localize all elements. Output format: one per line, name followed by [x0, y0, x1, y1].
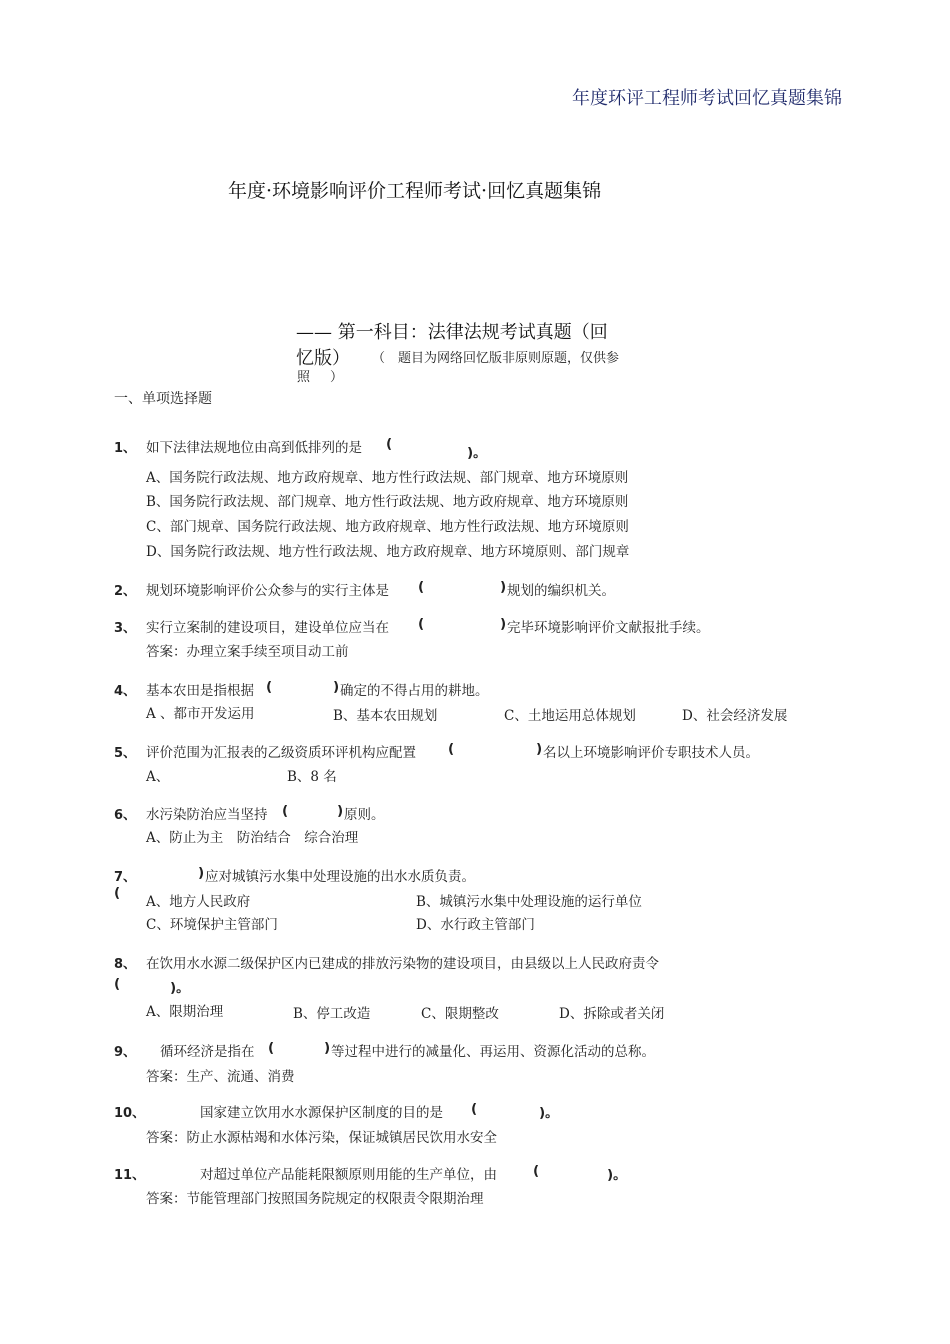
- option-b: B、基本农田规划: [333, 708, 438, 724]
- question-number: 6、: [114, 808, 137, 823]
- question-text-tail: 原则。: [344, 807, 385, 823]
- question-number: 2、: [114, 584, 137, 599]
- subject-note-open: （: [372, 351, 386, 366]
- question-number: 9、: [114, 1045, 137, 1060]
- answer-blank-close: ): [337, 803, 344, 819]
- question-text: 如下法律法规地位由高到低排列的是: [146, 440, 362, 456]
- subject-title-line2: 忆版）: [296, 348, 350, 369]
- option-b: B、城镇污水集中处理设施的运行单位: [416, 894, 642, 910]
- answer-blank-close: )。: [170, 980, 190, 996]
- question-text: 应对城镇污水集中处理设施的出水水质负责。: [205, 869, 475, 885]
- answer-blank-open: (: [418, 616, 425, 632]
- option-d: D、国务院行政法规、地方性行政法规、地方政府规章、地方环境原则、部门规章: [146, 544, 630, 560]
- question-text-tail: 名以上环境影响评价专职技术人员。: [543, 745, 759, 761]
- answer-blank-open: (: [418, 579, 425, 595]
- section-heading: 一、单项选择题: [114, 391, 212, 407]
- answer-blank-open: (: [533, 1163, 540, 1179]
- option-c: C、环境保护主管部门: [146, 917, 278, 933]
- answer-blank-close: )。: [467, 445, 487, 461]
- option-c: C、部门规章、国务院行政法规、地方政府规章、地方性行政法规、地方环境原则: [146, 519, 629, 535]
- subject-note-text: 题目为网络回忆版非原则原题，仅供参: [398, 351, 620, 366]
- question-number: 10、: [114, 1106, 146, 1121]
- question-number: 4、: [114, 684, 137, 699]
- question-number: 8、: [114, 957, 137, 972]
- option-a: A、地方人民政府: [146, 894, 251, 910]
- question-number: 3、: [114, 621, 137, 636]
- question-text: 对超过单位产品能耗限额原则用能的生产单位，由: [200, 1167, 497, 1183]
- option-d: D、社会经济发展: [682, 708, 788, 724]
- subject-note-end: 照: [297, 370, 311, 385]
- answer-blank-close: ): [324, 1040, 331, 1056]
- question-text: 规划环境影响评价公众参与的实行主体是: [146, 583, 389, 599]
- option-d: D、水行政主管部门: [416, 917, 535, 933]
- answer-text: 答案：生产、流通、消费: [146, 1069, 295, 1085]
- option-a: A、国务院行政法规、地方政府规章、地方性行政法规、部门规章、地方环境原则: [146, 470, 629, 486]
- option-a: A、限期治理: [146, 1004, 224, 1020]
- question-text-tail: 完毕环境影响评价文献报批手续。: [507, 620, 710, 636]
- question-number: 11、: [114, 1168, 146, 1183]
- option-b: B、国务院行政法规、部门规章、地方性行政法规、地方政府规章、地方环境原则: [146, 494, 629, 510]
- answer-text: 答案：节能管理部门按照国务院规定的权限责令限期治理: [146, 1191, 484, 1207]
- option-a: A、: [146, 769, 170, 785]
- question-text-tail: 等过程中进行的减量化、再运用、资源化活动的总称。: [331, 1044, 655, 1060]
- answer-blank-open: (: [282, 803, 289, 819]
- question-text: 实行立案制的建设项目，建设单位应当在: [146, 620, 389, 636]
- answer-blank-close: )。: [539, 1105, 559, 1121]
- option-c: C、土地运用总体规划: [504, 708, 636, 724]
- answer-blank-close: ): [536, 741, 543, 757]
- option-a: A、防止为主 防治结合 综合治理: [146, 830, 359, 846]
- document-title: 年度·环境影响评价工程师考试·回忆真题集锦: [228, 180, 602, 202]
- answer-blank-close: ): [500, 579, 507, 595]
- subject-note-close: ）: [330, 370, 344, 385]
- question-text-tail: 规划的编织机关。: [507, 583, 615, 599]
- question-text: 基本农田是指根据: [146, 683, 254, 699]
- answer-blank-open: (: [268, 1040, 275, 1056]
- question-number: 1、: [114, 441, 137, 456]
- question-text: 在饮用水水源二级保护区内已建成的排放污染物的建设项目，由县级以上人民政府责令: [146, 956, 659, 972]
- answer-blank-open: (: [386, 436, 393, 452]
- answer-blank-open: (: [114, 976, 121, 992]
- option-b: B、停工改造: [293, 1006, 371, 1022]
- answer-blank-open: (: [448, 741, 455, 757]
- question-text: 循环经济是指在: [160, 1044, 255, 1060]
- answer-blank-close: ): [198, 865, 205, 881]
- question-text: 国家建立饮用水水源保护区制度的目的是: [200, 1105, 443, 1121]
- subject-title-line1: —— 第一科目：法律法规考试真题（回: [296, 322, 608, 343]
- option-a: A 、都市开发运用: [146, 706, 255, 722]
- answer-blank-open: (: [471, 1101, 478, 1117]
- answer-blank-open: (: [266, 679, 273, 695]
- question-text-tail: 确定的不得占用的耕地。: [340, 683, 489, 699]
- answer-text: 答案：办理立案手续至项目动工前: [146, 644, 349, 660]
- question-text: 水污染防治应当坚持: [146, 807, 268, 823]
- answer-blank-close: ): [500, 616, 507, 632]
- answer-text: 答案：防止水源枯竭和水体污染，保证城镇居民饮用水安全: [146, 1130, 497, 1146]
- answer-blank-close: ): [333, 679, 340, 695]
- option-d: D、拆除或者关闭: [559, 1006, 665, 1022]
- question-number: 5、: [114, 746, 137, 761]
- answer-blank-open: (: [114, 885, 121, 901]
- question-number: 7、: [114, 870, 137, 885]
- option-b: B、8 名: [287, 769, 337, 785]
- option-c: C、限期整改: [421, 1006, 499, 1022]
- answer-blank-close: )。: [607, 1167, 627, 1183]
- page-header: 年度环评工程师考试回忆真题集锦: [572, 88, 842, 109]
- question-text: 评价范围为汇报表的乙级资质环评机构应配置: [146, 745, 416, 761]
